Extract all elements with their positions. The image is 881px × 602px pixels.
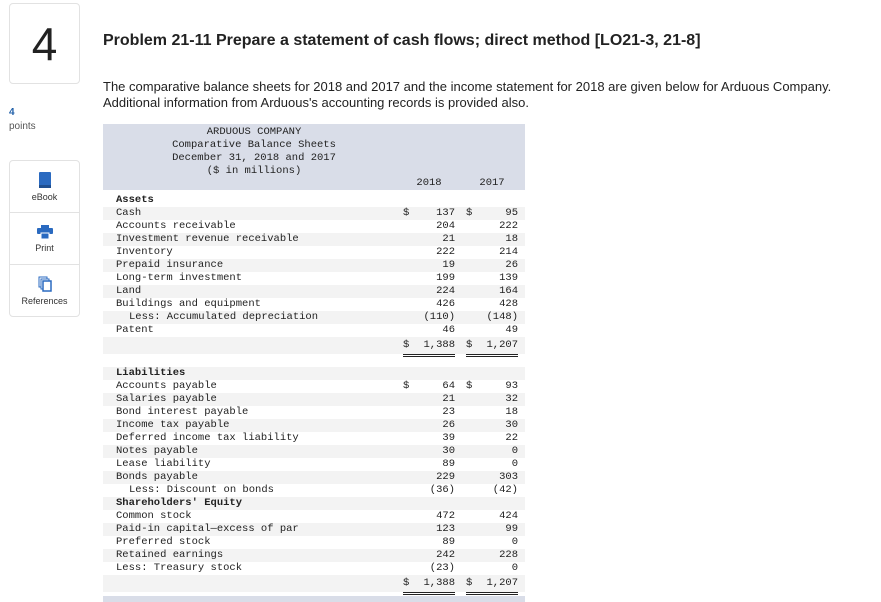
total-row: [103, 575, 525, 592]
row-label: Less: Discount on bonds: [129, 484, 274, 496]
balance-sheet-header: [103, 124, 525, 190]
value-2017: 1,207: [466, 337, 518, 357]
value-2018: 89: [442, 458, 455, 470]
value-2018: 199: [436, 272, 455, 284]
question-number: 4: [9, 3, 80, 84]
row-label: Lease liability: [116, 458, 211, 470]
value-2017: 0: [511, 458, 518, 470]
value-2018: 21: [442, 393, 455, 405]
value-2018: 1,388: [403, 575, 455, 595]
table-row: [103, 354, 525, 367]
row-label: Less: Accumulated depreciation: [129, 311, 319, 323]
row-label: Land: [116, 285, 142, 297]
balance-sheet: [103, 124, 525, 602]
references-label: References: [21, 295, 68, 306]
row-label: Accounts receivable: [116, 220, 236, 232]
references-icon: [38, 276, 52, 292]
row-label: Buildings and equipment: [116, 298, 261, 310]
value-2018: 21: [442, 233, 455, 245]
row-label: Less: Treasury stock: [116, 562, 243, 574]
value-2017: 49: [466, 324, 518, 338]
dollar-sign: $: [403, 577, 410, 589]
table-row: [103, 220, 525, 233]
company-name: ARDUOUS COMPANY: [206, 126, 302, 138]
value-2017: 99: [505, 523, 518, 535]
value-2018: 426: [436, 298, 455, 310]
table-row: [103, 272, 525, 285]
row-label: Prepaid insurance: [116, 259, 224, 271]
table-row: [103, 549, 525, 562]
problem-intro: The comparative balance sheets for 2018 and 2017 and the income statement for 2018 are given below for Arduous Company. Additional information from Arduous's accounting records is provided also.: [103, 79, 832, 110]
dollar-sign: $: [466, 339, 473, 351]
value-2017: (42): [492, 484, 518, 496]
value-2018: 229: [436, 471, 455, 483]
value-2017: 93: [505, 380, 518, 392]
references-button[interactable]: [10, 265, 79, 316]
value-2018: 222: [436, 246, 455, 258]
row-label: Shareholders' Equity: [116, 497, 243, 509]
table-row: [103, 406, 525, 419]
points: [9, 106, 36, 134]
statement-units: ($ in millions): [206, 165, 302, 177]
row-label: Assets: [116, 194, 154, 206]
ebook-button[interactable]: [10, 161, 79, 213]
tools-panel: [9, 160, 80, 317]
value-2017: 30: [505, 419, 518, 431]
value-2017: 139: [499, 272, 518, 284]
value-2018: 472: [436, 510, 455, 522]
value-2017: 32: [505, 393, 518, 405]
section-heading: [103, 367, 525, 380]
balance-sheet-footer: [103, 596, 525, 602]
dollar-sign: $: [466, 577, 473, 589]
table-row: [103, 445, 525, 458]
points-label: points: [9, 121, 36, 132]
row-label: Retained earnings: [116, 549, 224, 561]
row-label: Common stock: [116, 510, 192, 522]
book-icon: [38, 172, 52, 188]
table-row: [103, 523, 525, 536]
year-2018-header: 2018: [416, 177, 442, 189]
row-label: Patent: [116, 324, 154, 336]
table-row: [103, 458, 525, 471]
value-2017: 228: [499, 549, 518, 561]
value-2018: 242: [436, 549, 455, 561]
row-label: Investment revenue receivable: [116, 233, 299, 245]
print-button[interactable]: [10, 213, 79, 265]
value-2017: 26: [505, 259, 518, 271]
value-2018: 19: [442, 259, 455, 271]
row-label: Income tax payable: [116, 419, 230, 431]
value-2018: 89: [442, 536, 455, 548]
table-row: [103, 432, 525, 445]
value-2017: 18: [505, 233, 518, 245]
value-2018: 204: [436, 220, 455, 232]
row-label: Cash: [116, 207, 142, 219]
total-row: [103, 337, 525, 354]
statement-title: Comparative Balance Sheets: [172, 139, 336, 151]
value-2017: 164: [499, 285, 518, 297]
table-row: [103, 298, 525, 311]
table-row: [103, 285, 525, 298]
row-label: Preferred stock: [116, 536, 211, 548]
value-2018: 46: [403, 324, 455, 338]
value-2017: 0: [511, 536, 518, 548]
value-2017: 1,207: [466, 575, 518, 595]
table-row: [103, 380, 525, 393]
balance-sheet-rows: [103, 194, 525, 592]
table-row: [103, 484, 525, 497]
value-2017: 95: [505, 207, 518, 219]
value-2018: 224: [436, 285, 455, 297]
row-label: Deferred income tax liability: [116, 432, 299, 444]
value-2018: (110): [423, 311, 455, 323]
value-2018: 64: [442, 380, 455, 392]
row-label: Paid-in capital—excess of par: [116, 523, 299, 535]
value-2018: (23): [403, 562, 455, 576]
print-label: Print: [35, 242, 54, 253]
dollar-sign: $: [403, 207, 410, 219]
table-row: [103, 562, 525, 575]
table-row: [103, 471, 525, 484]
value-2017: 222: [499, 220, 518, 232]
table-row: [103, 259, 525, 272]
row-label: Notes payable: [116, 445, 198, 457]
value-2017: 22: [505, 432, 518, 444]
table-row: [103, 246, 525, 259]
value-2018: 23: [442, 406, 455, 418]
table-row: [103, 510, 525, 523]
points-value: 4: [9, 107, 15, 118]
value-2018: 137: [436, 207, 455, 219]
section-heading: [103, 497, 525, 510]
dollar-sign: $: [403, 339, 410, 351]
table-row: [103, 419, 525, 432]
table-row: [103, 536, 525, 549]
dollar-sign: $: [466, 207, 473, 219]
ebook-label: eBook: [31, 191, 58, 202]
value-2017: (148): [486, 311, 518, 323]
statement-date: December 31, 2018 and 2017: [172, 152, 336, 164]
dollar-sign: $: [466, 380, 473, 392]
printer-icon: [37, 225, 53, 239]
row-label: Bonds payable: [116, 471, 198, 483]
row-label: Bond interest payable: [116, 406, 249, 418]
value-2018: 1,388: [403, 337, 455, 357]
dollar-sign: $: [403, 380, 410, 392]
problem-title: Problem 21-11 Prepare a statement of cash flows; direct method [LO21-3, 21-8]: [103, 32, 701, 49]
value-2017: 0: [466, 562, 518, 576]
value-2018: 30: [442, 445, 455, 457]
row-label: Liabilities: [116, 367, 186, 379]
section-heading: [103, 194, 525, 207]
value-2018: 26: [442, 419, 455, 431]
value-2018: (36): [429, 484, 455, 496]
value-2017: 424: [499, 510, 518, 522]
table-row: [103, 233, 525, 246]
value-2018: 39: [442, 432, 455, 444]
row-label: Inventory: [116, 246, 173, 258]
value-2017: 303: [499, 471, 518, 483]
value-2017: 18: [505, 406, 518, 418]
table-row: [103, 311, 525, 324]
value-2018: 123: [436, 523, 455, 535]
table-row: [103, 324, 525, 337]
year-2017-header: 2017: [479, 177, 505, 189]
value-2017: 0: [511, 445, 518, 457]
row-label: Accounts payable: [116, 380, 217, 392]
row-label: Salaries payable: [116, 393, 217, 405]
table-row: [103, 393, 525, 406]
table-row: [103, 207, 525, 220]
value-2017: 428: [499, 298, 518, 310]
value-2017: 214: [499, 246, 518, 258]
row-label: Long-term investment: [116, 272, 243, 284]
